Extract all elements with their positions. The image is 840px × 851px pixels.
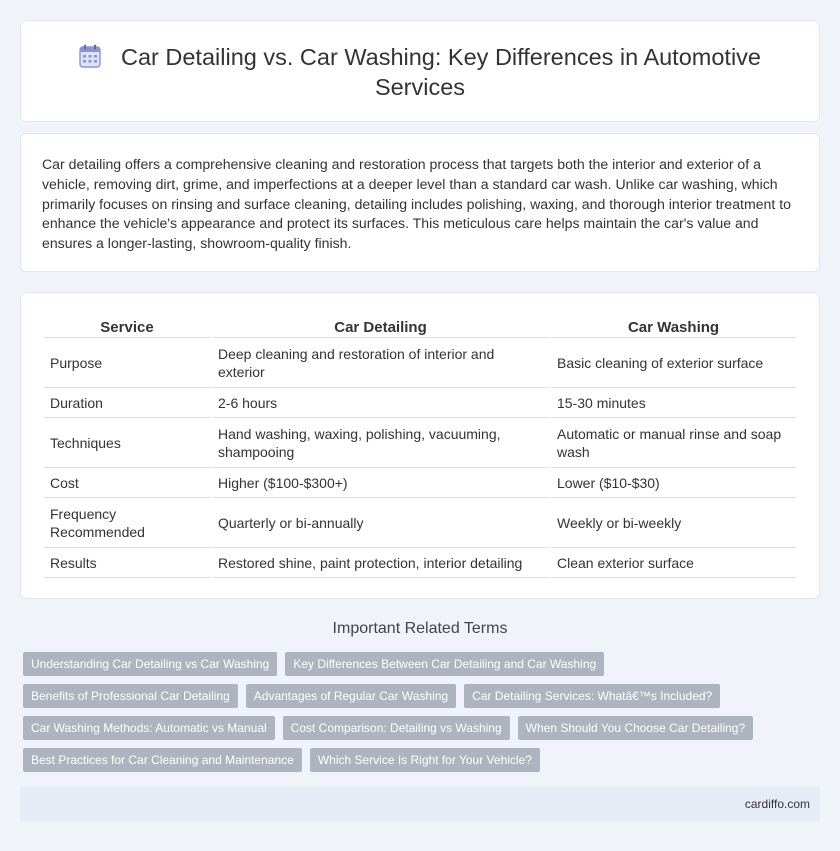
row-label: Duration — [44, 388, 210, 418]
term-tag[interactable]: Cost Comparison: Detailing vs Washing — [283, 716, 510, 740]
header-car-detailing: Car Detailing — [212, 314, 549, 338]
related-terms-title: Important Related Terms — [332, 620, 508, 637]
term-tag[interactable]: Benefits of Professional Car Detailing — [23, 684, 238, 708]
related-terms-list — [23, 652, 818, 780]
detailing-cell: 2-6 hours — [212, 388, 549, 418]
term-tag[interactable]: Best Practices for Car Cleaning and Maintenance — [23, 748, 302, 772]
detailing-cell: Higher ($100-$300+) — [212, 468, 549, 498]
term-tag[interactable]: Key Differences Between Car Detailing and Car Washing — [285, 652, 604, 676]
table-row — [44, 418, 796, 468]
row-label: Techniques — [44, 418, 210, 468]
washing-cell: Basic cleaning of exterior surface — [551, 338, 796, 388]
row-label: Frequency Recommended — [44, 498, 210, 548]
header-service: Service — [44, 314, 210, 338]
row-label: Cost — [44, 468, 210, 498]
intro-card — [20, 133, 820, 272]
table-row — [44, 338, 796, 388]
row-label: Purpose — [44, 338, 210, 388]
term-tag[interactable]: Car Detailing Services: Whatâ€™s Included? — [464, 684, 720, 708]
row-label: Results — [44, 548, 210, 578]
detailing-cell: Quarterly or bi-annually — [212, 498, 549, 548]
term-tag[interactable]: When Should You Choose Car Detailing? — [518, 716, 753, 740]
term-tag[interactable]: Advantages of Regular Car Washing — [246, 684, 456, 708]
washing-cell: Automatic or manual rinse and soap wash — [551, 418, 796, 468]
term-tag[interactable]: Which Service Is Right for Your Vehicle? — [310, 748, 540, 772]
table-row — [44, 468, 796, 498]
washing-cell: 15-30 minutes — [551, 388, 796, 418]
table-header-row — [44, 314, 796, 338]
intro-paragraph: Car detailing offers a comprehensive cleaning and restoration process that targets both the interior and exterior of a vehicle, removing dirt, grime, and imperfections at a deeper level than a standard car wash. Unlike car washing, which primarily focuses on rinsing and surface cleaning, detailing includes polishing, waxing, and thorough interior treatment to enhance the vehicle's appearance and protect its surfaces. This meticulous care helps maintain the car's value and ensures a longer-lasting, showroom-quality finish. — [42, 156, 791, 252]
footer-site-link[interactable]: cardiffo.com — [744, 797, 810, 811]
term-tag[interactable]: Understanding Car Detailing vs Car Washing — [23, 652, 277, 676]
header-card — [20, 20, 820, 122]
term-tag[interactable]: Car Washing Methods: Automatic vs Manual — [23, 716, 275, 740]
washing-cell: Weekly or bi-weekly — [551, 498, 796, 548]
footer — [20, 787, 820, 821]
detailing-cell: Deep cleaning and restoration of interior and exterior — [212, 338, 549, 388]
calendar-icon — [79, 44, 101, 68]
table-row — [44, 548, 796, 578]
header-car-washing: Car Washing — [551, 314, 796, 338]
comparison-table — [42, 314, 798, 578]
table-row — [44, 498, 796, 548]
detailing-cell: Hand washing, waxing, polishing, vacuuming, shampooing — [212, 418, 549, 468]
comparison-card — [20, 292, 820, 599]
table-row — [44, 388, 796, 418]
detailing-cell: Restored shine, paint protection, interior detailing — [212, 548, 549, 578]
washing-cell: Lower ($10-$30) — [551, 468, 796, 498]
page-title — [61, 42, 779, 102]
washing-cell: Clean exterior surface — [551, 548, 796, 578]
page-title-text: Car Detailing vs. Car Washing: Key Differences in Automotive Services — [121, 44, 761, 100]
